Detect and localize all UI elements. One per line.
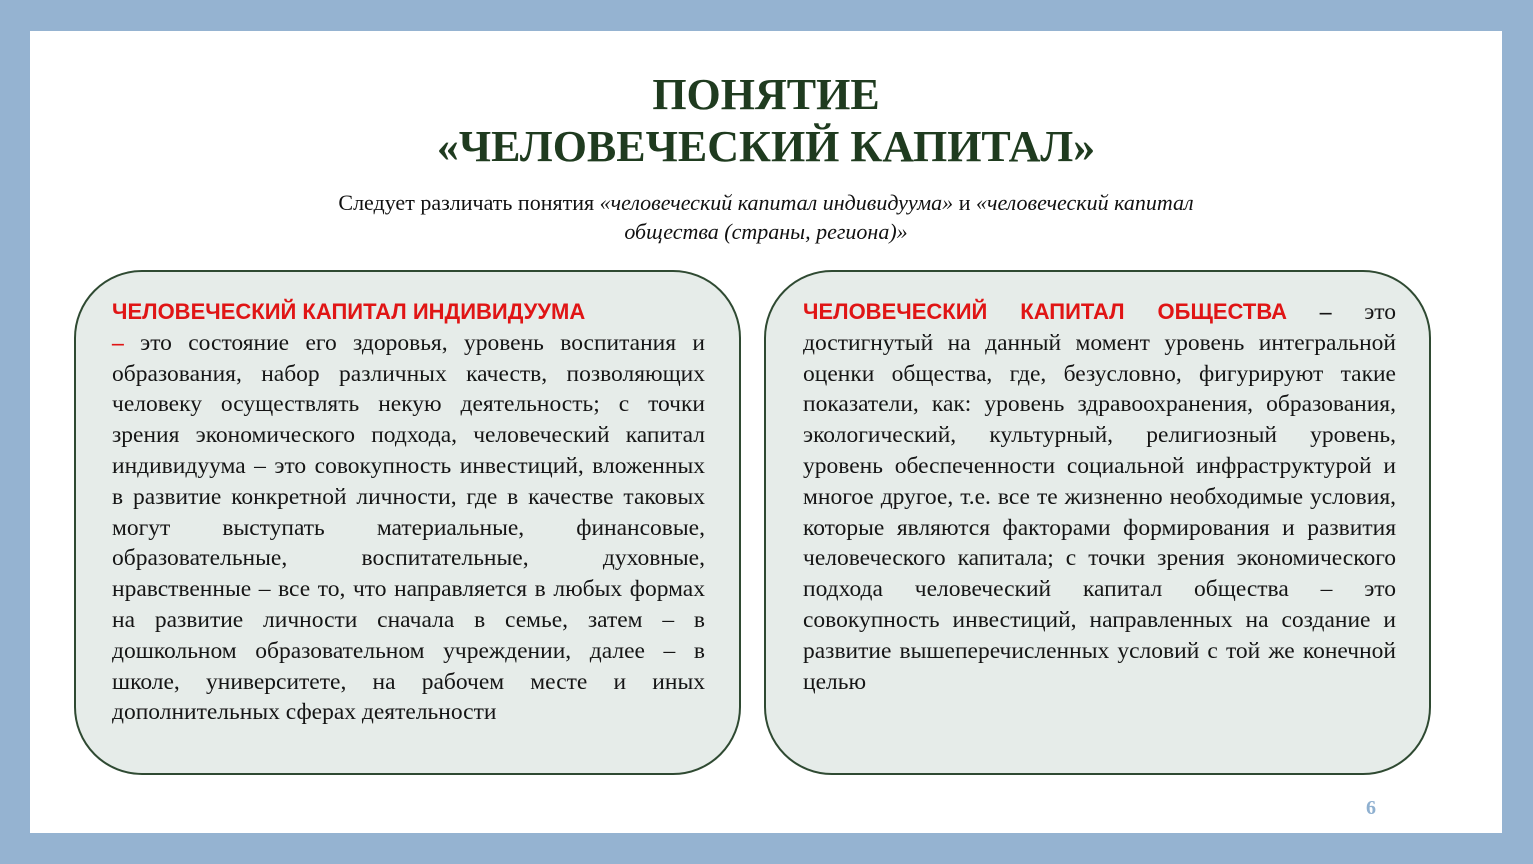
slide bbox=[30, 31, 1502, 833]
page-number: 6 bbox=[1366, 797, 1376, 819]
title-line-2: «ЧЕЛОВЕЧЕСКИЙ КАПИТАЛ» bbox=[436, 122, 1096, 171]
subtitle-joiner: и bbox=[953, 190, 976, 215]
slide-title bbox=[30, 69, 1502, 173]
society-capital-text bbox=[803, 297, 1396, 697]
subtitle bbox=[300, 188, 1232, 246]
subtitle-term-individual: «человеческий капитал индивидуума» bbox=[599, 190, 954, 215]
individual-capital-text bbox=[112, 297, 705, 728]
individual-capital-definition: это состояние его здоровья, уровень воспитания и образования, набор различных качеств, позволяющих человеку осуществлять некую деятельность; с точки зрения экономического подхода, человеческий капитал индивидуума – это совокупность инвестиций, вложенных в развитие конкретной личности, где в качестве таковых могут выступать материальные, финансовые, образовательные, воспитательные, духовные, нравственные – все то, что направляется в любых формах на развитие личности сначала в семье, затем – в дошкольном образовательном учреждении, далее – в школе, университете, на рабочем месте и иных дополнительных сферах деятельности bbox=[112, 329, 705, 726]
subtitle-term-society: «человеческий капитал общества (страны, региона)» bbox=[624, 190, 1194, 244]
individual-capital-box bbox=[74, 270, 741, 775]
society-capital-box bbox=[764, 270, 1431, 775]
individual-capital-heading: ЧЕЛОВЕЧЕСКИЙ КАПИТАЛ ИНДИВИДУУМА bbox=[112, 299, 586, 324]
title-line-1: ПОНЯТИЕ bbox=[652, 70, 880, 119]
society-capital-definition: это достигнутый на данный момент уровень интегральной оценки общества, где, безусловно, фигурируют такие показатели, как: уровень здравоохранения, образования, экологический, культурный, религиозный уровень, уровень обеспеченности социальной инфраструктурой и многое другое, т.е. все те жизненно необходимые условия, которые являются факторами формирования и развития человеческого капитала; с точки зрения экономического подхода человеческий капитал общества – это совокупность инвестиций, направленных на создание и развитие вышеперечисленных условий с той же конечной целью bbox=[803, 299, 1397, 695]
individual-capital-dash: – bbox=[112, 329, 124, 356]
society-capital-dash: – bbox=[1319, 299, 1332, 325]
society-capital-heading: ЧЕЛОВЕЧЕСКИЙ КАПИТАЛ ОБЩЕСТВА bbox=[803, 299, 1288, 324]
subtitle-prefix: Следует различать понятия bbox=[338, 190, 600, 215]
